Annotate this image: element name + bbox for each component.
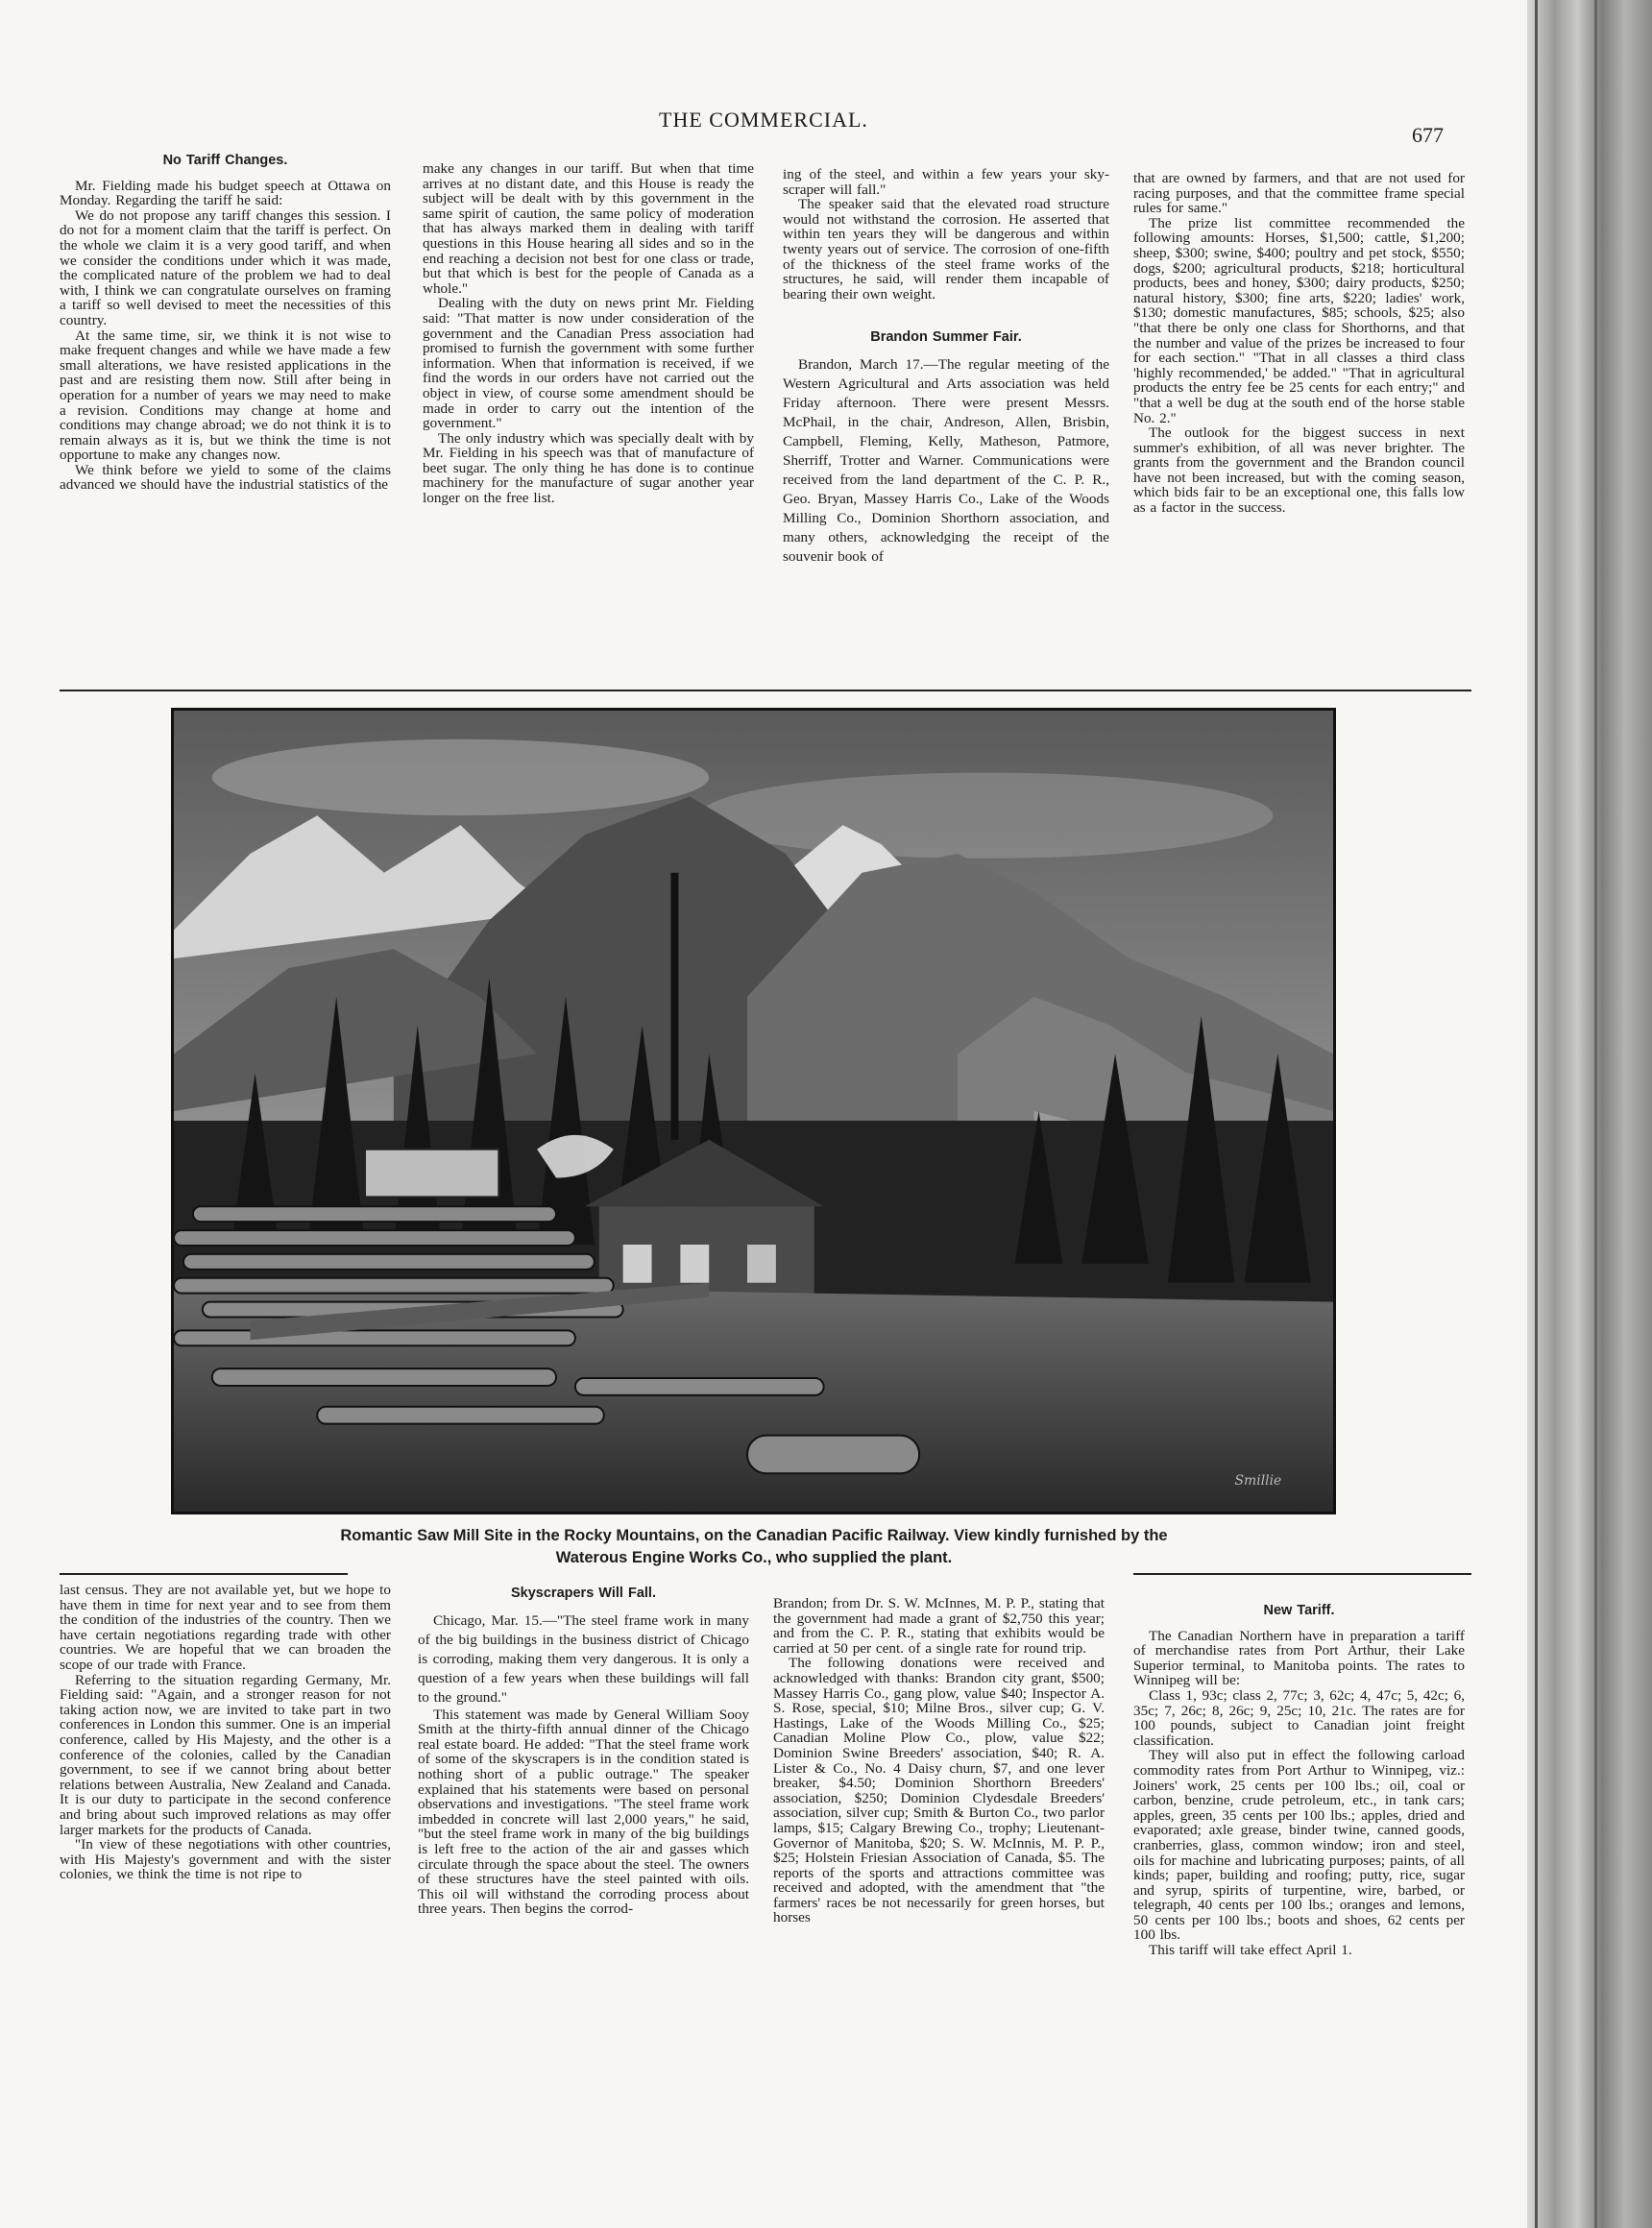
- paragraph: The speaker said that the elevated road structure would not withstand the corrosion. He asserted that within ten years they will be dangerous and within twenty years out of service. The corrosion of one-fifth of the thickness of the steel frame works of the structures, he said, will render them incapable of bearing their own weight.: [783, 196, 1109, 303]
- paragraph: make any changes in our tariff. But when that time arrives at no distant date, and this House is ready the subject will be dealt with by this government in the same spirit of caution, the same policy of moderation that has always marked them in dealing with tariff questions in this House hearing all sides and so in the end reaching a decision not best for one class or trade, but that which is best for the people of Canada as a whole.": [423, 160, 754, 297]
- paragraph: We do not propose any tariff changes this session. I do not for a moment claim that the tariff is perfect. On the whole we claim it is a very good tariff, and when we consider the conditions under which it was made, the complicated nature of the problem we had to deal with, I think we can congratulate ourselves on framing a tariff so well devised to meet the necessities of this country.: [60, 206, 391, 328]
- heading-new-tariff: New Tariff.: [1263, 1603, 1335, 1618]
- top-column-1: [60, 150, 391, 493]
- masthead-title: THE COMMERCIAL.: [659, 108, 868, 132]
- heading-no-tariff-changes: No Tariff Changes.: [162, 153, 288, 168]
- paragraph: At the same time, sir, we think it is not wise to make frequent changes and while we have made a few small alterations, we have resisted applications in the past and are resisting them now. Still after being in operation for a number of years we may need to make a revision. Conditions may change at home and conditions may change abroad; we do not think it is to remain always as it is, but we think the time is not opportune to make any changes now.: [60, 327, 391, 464]
- paragraph: The Canadian Northern have in preparation a tariff of merchandise rates from Port Arthur, their Lake Superior terminal, to Manitoba points. The rates to Winnipeg will be:: [1133, 1627, 1465, 1689]
- top-column-3: [783, 167, 1109, 567]
- paragraph: They will also put in effect the following carload commodity rates from Port Arthur to Winnipeg, viz.: Joiners' work, 25 cents per 100 lbs.; oil, coal or carbon, benzine, crude petroleum, etc., in tank cars; apples, green, 35 cents per 100 lbs.; apples, dried and evaporated; axle grease, binder twine, canned goods, cranberries, glass, common window; iron and steel, oils for machine and lubricating purposes; paints, of all kinds; paper, building and roofing; putty, rice, sugar and syrup, spirits of turpentine, wire, barbed, or telegraph, 40 cents per 100 lbs.; oranges and lemons, 50 cents per 100 lbs.; boots and shoes, 62 cents per 100 lbs.: [1133, 1747, 1465, 1944]
- paragraph: Class 1, 93c; class 2, 77c; 3, 62c; 4, 47c; 5, 42c; 6, 35c; 7, 26c; 8, 26c; 9, 25c; 10, 21c. The rates are for 100 pounds, subject to Canadian joint freight classification.: [1133, 1686, 1465, 1749]
- bottom-column-2: [418, 1583, 749, 1917]
- sawmill-engraving: [174, 711, 1333, 1512]
- paragraph: Referring to the situation regarding Germany, Mr. Fielding said: "Again, and a stronger reason for not taking action now, we are invited to take part in two conferences in London this summer. One is an imperial conference, called by His Majesty, and the other is a conference of the colonies, called by the Canadian government, to see if we cannot bring about better relations between Australia, New Zealand and Canada. It is our duty to participate in the second conference and bring about such improved relations as may offer larger markets for the products of Canada.: [60, 1671, 391, 1838]
- caption-line-2: Waterous Engine Works Co., who supplied the plant.: [555, 1549, 953, 1566]
- top-column-2: [423, 161, 754, 506]
- section-divider: [60, 690, 1471, 691]
- artist-signature: Smillie: [1234, 1473, 1282, 1489]
- paragraph: The outlook for the biggest success in next summer's exhibition, of all was never brighter. The grants from the government and the Brandon council have not been increased, but with the coming season, which bids fair to be an exceptional one, this falls low as a factor in the success.: [1133, 424, 1465, 517]
- paragraph: This statement was made by General William Sooy Smith at the thirty-fifth annual dinner of the Chicago real estate board. He added: "That the steel frame work of some of the skyscrapers is in the condition stated is nothing short of a public outrage." The speaker explained that his statements were based on personal observations and investigations. "The steel frame work imbedded in concrete will last 2,000 years," he said, "but the steel frame work in many of the big buildings is left free to the action of the air and gasses which circulate through the space about the steel. The owners of these structures have the steel painted with oils. This oil will withstand the corroding process about three years. Then begins the corrod-: [418, 1706, 749, 1918]
- paragraph: The only industry which was specially dealt with by Mr. Fielding in his speech was that of manufacture of beet sugar. The only thing he has done is to continue machinery for the manufacture of sugar another year longer on the free list.: [423, 429, 754, 507]
- paragraph: that are owned by farmers, and that are not used for racing purposes, and that the committee frame special rules for same.": [1133, 170, 1465, 217]
- paragraph: Dealing with the duty on news print Mr. Fielding said: "That matter is now under consideration of the government and the Canadian Press association had promised to furnish the government with some further information. When that information is received, if we find the words in our orders have not carried out the object in view, of course some amendment should be made in order to carry out the intention of the government.": [423, 295, 754, 432]
- book-binding-edge: [1527, 0, 1652, 2228]
- heading-brandon-summer-fair: Brandon Summer Fair.: [870, 329, 1022, 346]
- bottom-column-3: [773, 1596, 1105, 1925]
- bottom-column-1: [60, 1583, 391, 1882]
- bottom-column-4: [1133, 1600, 1465, 1958]
- paragraph: The following donations were received and acknowledged with thanks: Brandon city grant, $500; Massey Harris Co., gang plow, value $40; Inspector A. S. Rose, special, $10; Milne Bros., silver cup; G. V. Hastings, Lake of the Woods Milling Co., $25; Canadian Moline Plow Co., plow, value $22; Dominion Swine Breeders' association, $40; R. A. Lister & Co., No. 4 Daisy churn, $7, and one lever breaker, $4.50; Dominion Shorthorn Breeders' association, $250; Dominion Clydesdale Breeders' association, silver cup; Smith & Burton Co., two parlor lamps, $15; Calgary Brewing Co., trophy; Lieutenant-Governor of Manitoba, $20; S. W. McInnis, M. P. P., $25; Holstein Friesian Association of Canada, $5. The reports of the sports and attractions committee was received and adopted, with the amendment that "the farmers' races be not necessarily for green horses, but horses: [773, 1655, 1105, 1926]
- heading-skyscrapers-will-fall: Skyscrapers Will Fall.: [511, 1586, 656, 1601]
- top-column-4: [1133, 171, 1465, 516]
- paragraph: This tariff will take effect April 1.: [1149, 1942, 1352, 1959]
- caption-line-1: Romantic Saw Mill Site in the Rocky Mountains, on the Canadian Pacific Railway. View kindly furnished by the: [340, 1527, 1168, 1544]
- page-number: 677: [1412, 123, 1444, 147]
- paragraph: The prize list committee recommended the following amounts: Horses, $1,500; cattle, $1,200; sheep, $300; swine, $400; poultry and pet stock, $550; dogs, $200; agricultural products, $218; horticultural products, bees and honey, $300; dairy products, $250; natural history, $300; fine arts, $220; ladies' work, $130; domestic manufactures, $85; schools, $25; also "that there be only one class for Shorthorns, and that the number and value of the prizes be increased to four for each section." "That in all classes a third class 'highly recommended,' be added." "That in agricultural products the entry fee be 25 cents for each entry;" and "that a well be dug at the south end of the horse stable No. 2.": [1133, 214, 1465, 426]
- section-divider: [60, 1573, 348, 1575]
- binding-line: [1535, 0, 1538, 2228]
- paragraph: Brandon; from Dr. S. W. McInnes, M. P. P., stating that the government had made a grant of $2,750 this year; and from the C. P. R., stating that exhibits would be carried at 50 per cent. of a single rate for round trip.: [773, 1595, 1105, 1657]
- paragraph: "In view of these negotiations with other countries, with His Majesty's government and with the sister colonies, we think the time is not ripe to: [60, 1836, 391, 1883]
- paragraph: Brandon, March 17.—The regular meeting of the Western Agricultural and Arts association was held Friday afternoon. There were present Messrs. McPhail, in the chair, Andreson, Allen, Brisbin, Campbell, Fleming, Kelly, Matheson, Patmore, Sherriff, Trotter and Warner. Communications were received from the land department of the C. P. R., Geo. Bryan, Massey Harris Co., Lake of the Woods Milling Co., Dominion Shorthorn association, and many others, acknowledging the receipt of the souvenir book of: [783, 355, 1109, 565]
- sawmill-illustration: [171, 708, 1336, 1514]
- paragraph: ing of the steel, and within a few years your sky-scraper will fall.": [783, 166, 1109, 198]
- section-divider: [1133, 1573, 1471, 1575]
- paragraph: last census. They are not available yet, but we hope to have them in time for next year and to see from them the condition of the industries of the country. Then we have certain negotiations regarding trade with other countries. We are hopeful that we can broaden the scope of our trade with France.: [60, 1582, 391, 1673]
- paragraph: We think before we yield to some of the claims advanced we should have the industrial statistics of the: [60, 461, 391, 494]
- figure-caption: [144, 1525, 1364, 1569]
- paragraph: Chicago, Mar. 15.—"The steel frame work in many of the big buildings in the business district of Chicago is corroding, making them very dangerous. It is only a question of a few years when these buildings will fall to the ground.": [418, 1611, 749, 1706]
- paragraph: Mr. Fielding made his budget speech at Ottawa on Monday. Regarding the tariff he said:: [60, 177, 391, 209]
- binding-line: [1594, 0, 1597, 2228]
